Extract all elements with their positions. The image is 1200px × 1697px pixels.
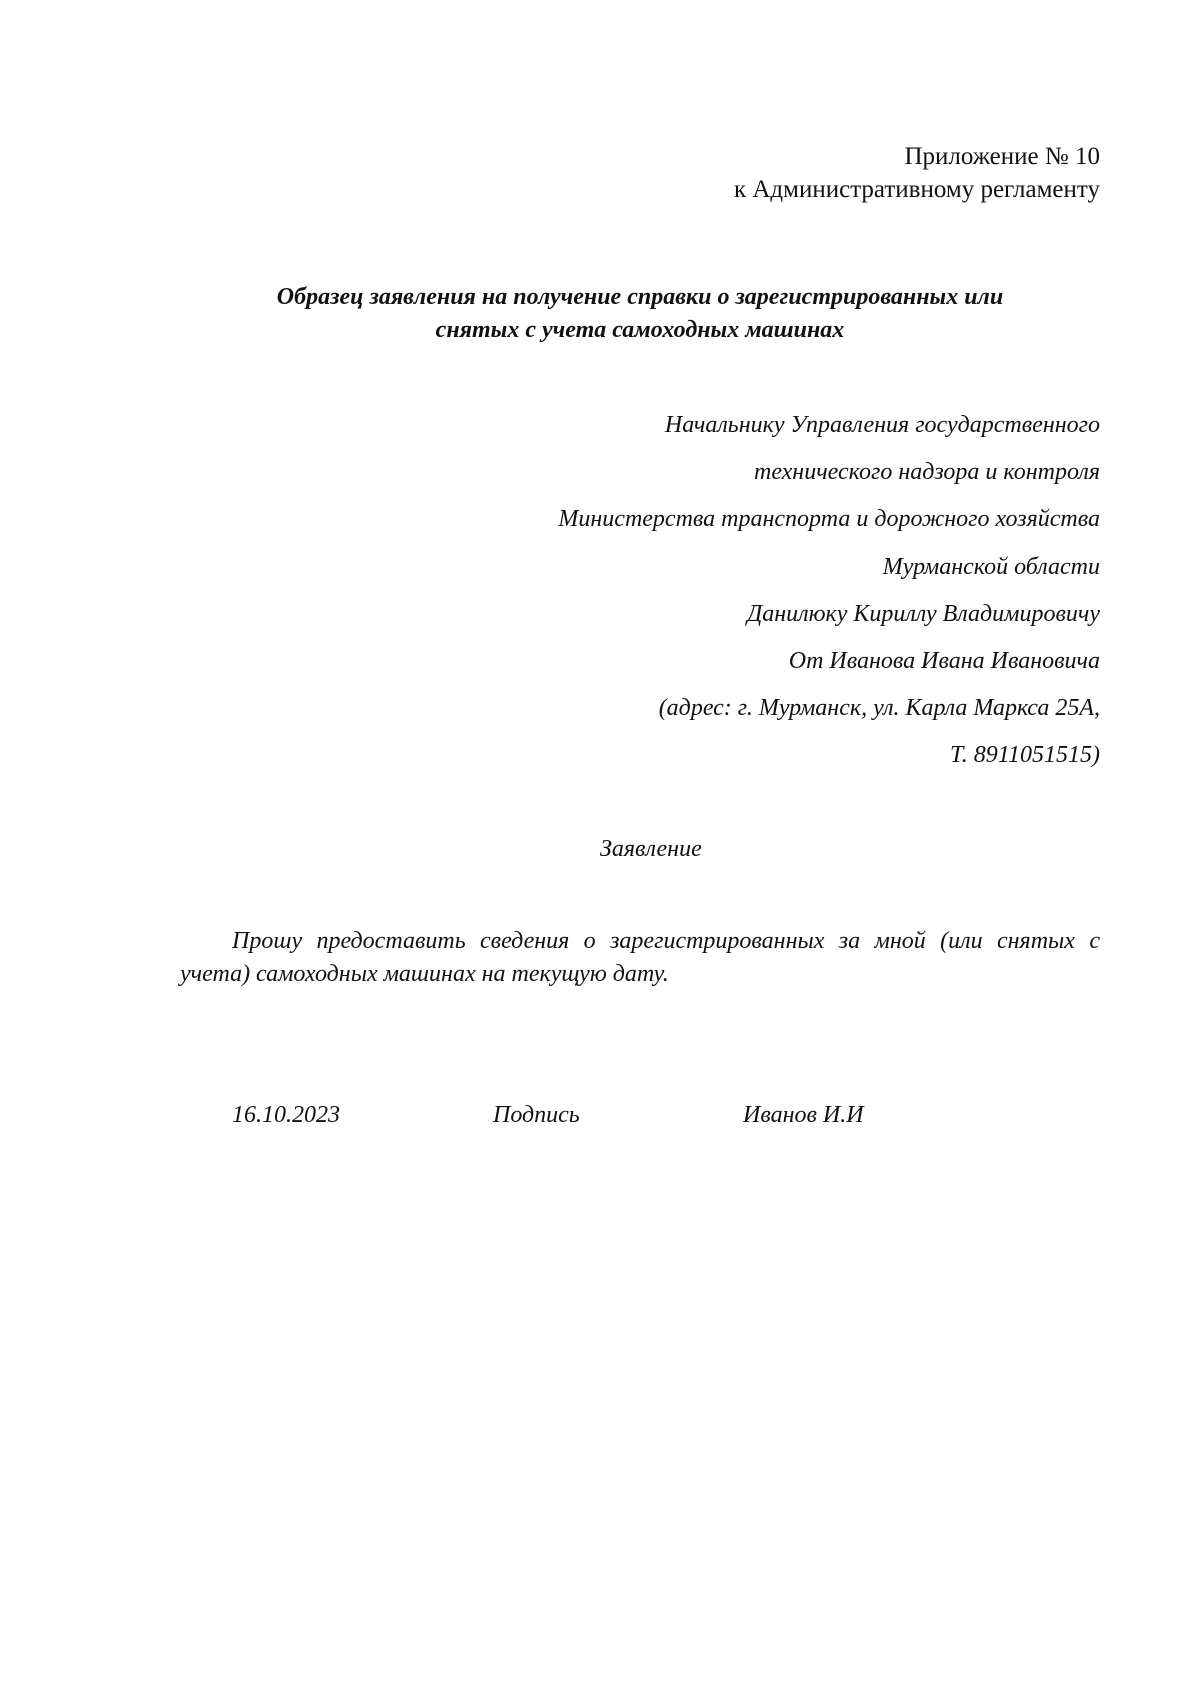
appendix-line-regulation: к Административному регламенту [733, 176, 1100, 203]
addressee-line: технического надзора и контроля [753, 459, 1100, 486]
appendix-line-number: Приложение № 10 [904, 143, 1100, 170]
addressee-line: Министерства транспорта и дорожного хозяйства [558, 506, 1100, 533]
title-line-2: снятых с учета самоходных машинах [435, 317, 845, 343]
statement-heading: Заявление [600, 836, 702, 862]
document-title [200, 281, 1080, 347]
statement-body: Прошу предоставить сведения о зарегистрированных за мной (или снятых с учета) самоходных машинах на текущую дату. [180, 928, 1100, 987]
signature-name: Иванов И.И [743, 1102, 864, 1128]
appendix-note [734, 140, 1100, 206]
addressee-line: Начальнику Управления государственного [664, 412, 1100, 438]
sender-address-line: (адрес: г. Мурманск, ул. Карла Маркса 25А, [658, 695, 1100, 722]
sender-phone-line: Т. 8911051515) [949, 742, 1100, 769]
signature-date: 16.10.2023 [232, 1102, 340, 1128]
addressee-block [558, 410, 1100, 788]
title-line-1: Образец заявления на получение справки о зарегистрированных или [276, 284, 1004, 310]
addressee-line: Мурманской области [882, 553, 1100, 580]
addressee-line: Данилюку Кириллу Владимировичу [746, 600, 1100, 627]
signature-label: Подпись [493, 1102, 580, 1128]
sender-line: От Иванова Ивана Ивановича [788, 647, 1100, 674]
